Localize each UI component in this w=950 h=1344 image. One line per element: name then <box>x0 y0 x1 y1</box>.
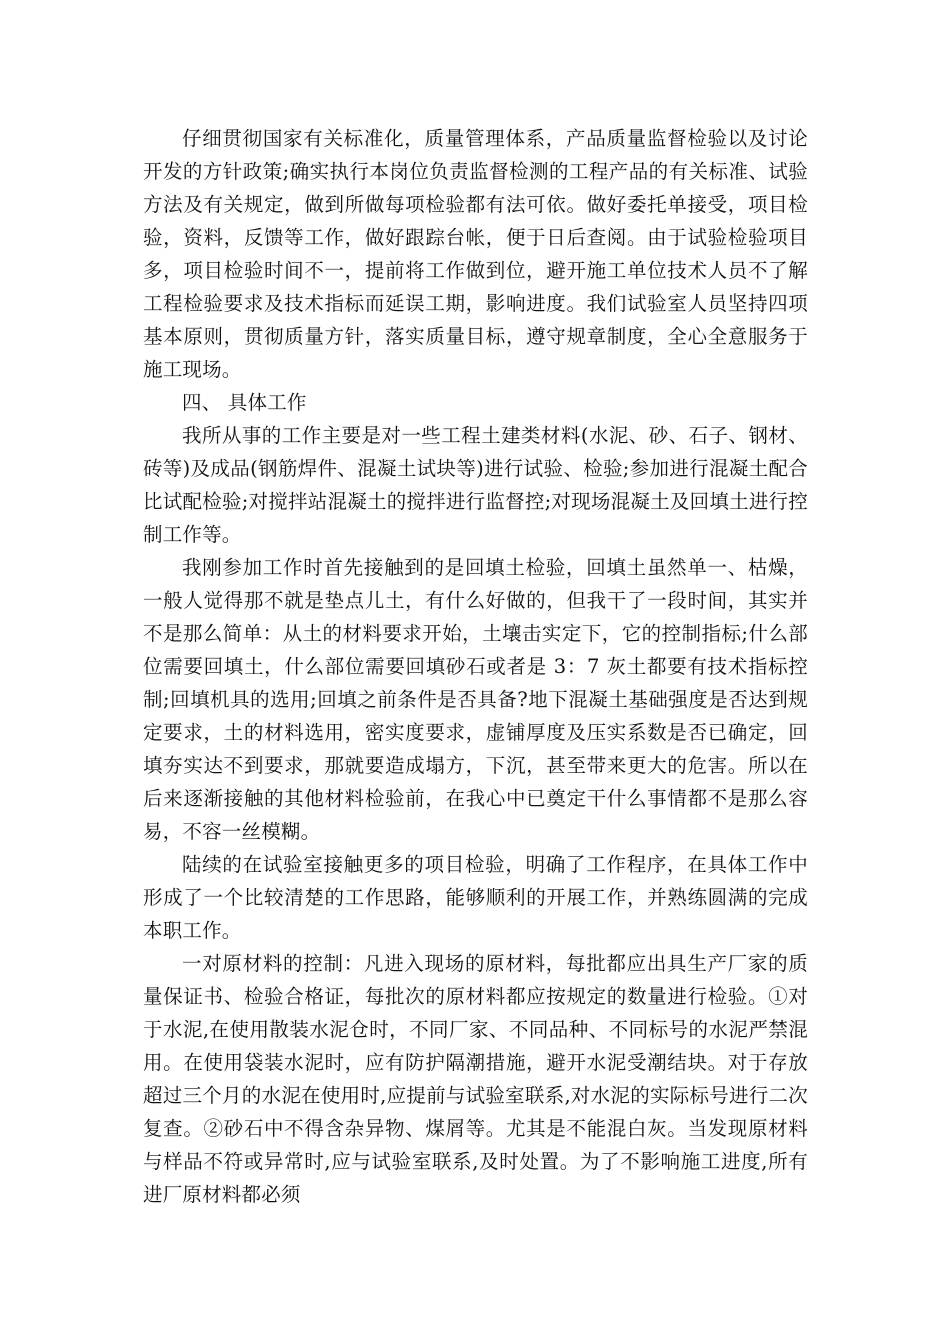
paragraph-raw-materials: 一对原材料的控制：凡进入现场的原材料，每批都应出具生产厂家的质量保证书、检验合格证，每批次的原材料都应按规定的数量进行检验。①对于水泥,在使用散装水泥仓时，不同厂家、不同品种、不同标号的水泥严禁混用。在使用袋装水泥时，应有防护隔潮措施，避开水泥受潮结块。对于存放超过三个月的水泥在使用时,应提前与试验室联系,对水泥的实际标号进行二次复查。②砂石中不得含杂异物、煤屑等。尤其是不能混白灰。当发现原材料与样品不符或异常时,应与试验室联系,及时处置。为了不影响施工进度,所有进厂原材料都必须 <box>143 952 808 1206</box>
paragraph-backfill: 我刚参加工作时首先接触到的是回填土检验，回填土虽然单一、枯燥，一般人觉得那不就是垫点儿土，有什么好做的，但我干了一段时间，其实并不是那么简单：从土的材料要求开始，土壤击实定下，它的控制指标;什么部位需要回填土，什么部位需要回填砂石或者是 3：7 灰土都要有技术指标控制;回填机具的选用;回填之前条件是否具备?地下混凝土基础强度是否达到规定要求，土的材料选用，密实度要求，虚铺厚度及压实系数是否已确定，回填夯实达不到要求，那就要造成塌方，下沉，甚至带来更大的危害。所以在后来逐渐接触的其他材料检验前，在我心中已奠定干什么事情都不是那么容易，不容一丝模糊。 <box>143 556 808 843</box>
paragraph-standards: 仔细贯彻国家有关标准化，质量管理体系，产品质量监督检验以及讨论开发的方针政策;确实执行本岗位负责监督检测的工程产品的有关标准、试验方法及有关规定，做到所做每项检验都有法可依。做好委托单接受，项目检验，资料，反馈等工作，做好跟踪台帐，便于日后查阅。由于试验检验项目多，项目检验时间不一，提前将工作做到位，避开施工单位技术人员不了解工程检验要求及技术指标而延误工期，影响进度。我们试验室人员坚持四项基本原则，贯彻质量方针，落实质量目标，遵守规章制度，全心全意服务于施工现场。 <box>143 127 808 381</box>
section-heading-specific-work: 四、 具体工作 <box>182 391 307 414</box>
document-body <box>143 122 808 1211</box>
paragraph-progress: 陆续的在试验室接触更多的项目检验，明确了工作程序，在具体工作中形成了一个比较清楚的工作思路，能够顺利的开展工作，并熟练圆满的完成本职工作。 <box>143 853 808 942</box>
paragraph-work-scope: 我所从事的工作主要是对一些工程土建类材料(水泥、砂、石子、钢材、砖等)及成品(钢筋焊件、混凝土试块等)进行试验、检验;参加进行混凝土配合比试配检验;对搅拌站混凝土的搅拌进行监督控;对现场混凝土及回填土进行控制工作等。 <box>143 424 808 546</box>
